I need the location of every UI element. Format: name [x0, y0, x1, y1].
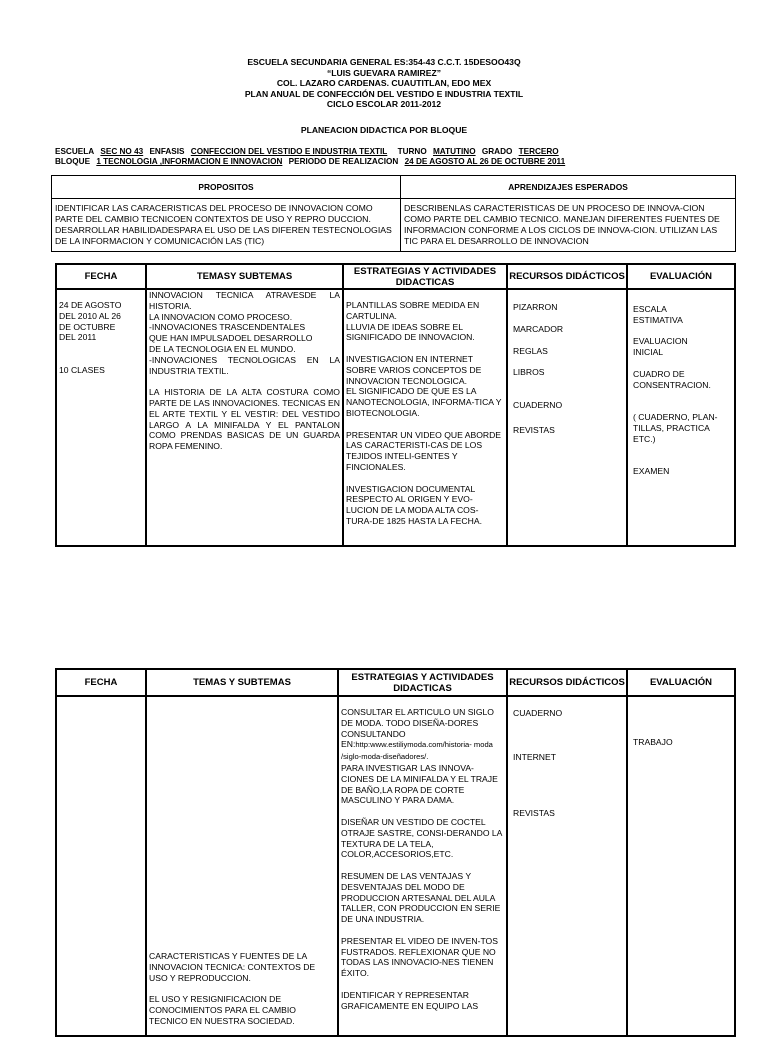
propositos-table: [51, 175, 736, 252]
enfasis-value: CONFECCION DEL VESTIDO E INDUSTRIA TEXTIL: [190, 147, 388, 156]
aprendizajes-text: DESCRIBENLAS CARACTERISTICAS DE UN PROCESO DE INNOVA-CION COMO PARTE DEL CAMBIO TECNICO. MANEJAN DIFERENTES FUENTES DE INFORMACION CONFORME A LOS CICLOS DE INNOVA-CION. UTILIZAN LAS TIC PARA EL DESARROLLO DE INNOVACION: [401, 199, 736, 252]
table2-evaluacion-cell: [627, 696, 735, 1036]
table2-temas: CARACTERISTICAS Y FUENTES DE LA INNOVACION TECNICA: CONTEXTOS DE USO Y REPRODUCCION. EL USO Y RESIGNIFICACION DE CONOCIMIENTOS PARA EL CAMBIO TECNICO EN NUESTRA SOCIEDAD.: [149, 951, 316, 1026]
table2-estrategias-rest: PARA INVESTIGAR LAS INNOVA-CIONES DE LA MINIFALDA Y EL TRAJE DE BAÑO,LA ROPA DE CORTE MASCULINO Y PARA DAMA. DISEÑAR UN VESTIDO DE COCTEL OTRAJE SASTRE, CONSI-DERANDO LA TEXTURA DE LA TELA, COLOR,ACCESORIOS,ETC. RESUMEN DE LAS VENTAJAS Y DESVENTAJAS DEL MODO DE PRODUCCION ARTESANAL DEL AULA TALLER, CON PRODUCCION EN SERIE DE UNA INDUSTRIA. PRESENTAR EL VIDEO DE INVEN-TOS FUSTRADOS. REFLEXIONAR QUE NO TODAS LAS INNOVACIO-NES TIENEN ÉXITO. IDENTIFICAR Y REPRESENTAR GRAFICAMENTE EN EQUIPO LAS: [341, 762, 502, 1011]
periodo-value: 24 DE AGOSTO AL 26 DE OCTUBRE 2011: [404, 157, 566, 166]
table2-estrategias-url: http:www.estiliymoda.com/historia- moda /siglo-moda-diseñadores/.: [341, 740, 493, 762]
escuela-label: ESCUELA: [55, 147, 95, 156]
table1-recurso-item: CUADERNO: [513, 400, 563, 411]
table1-evaluacion-cell: [627, 289, 735, 546]
table1-recursos-cell: [507, 289, 627, 546]
bloque-value: 1 TECNOLOGIA ,INFORMACION E INNOVACION: [96, 157, 283, 166]
grado-label: GRADO: [481, 147, 513, 156]
table2-temas-cell: [146, 696, 338, 1036]
escuela-value: SEC NO 43: [100, 147, 144, 156]
table1-temas-cell: [146, 289, 343, 546]
table1-recurso-item: REGLAS: [513, 345, 548, 356]
table1-estrategias: PLANTILLAS SOBRE MEDIDA EN CARTULINA. LLUVIA DE IDEAS SOBRE EL SIGNIFICADO DE INNOVACION. INVESTIGACION EN INTERNET SOBRE VARIOS CONCEPTOS DE INNOVACION TECNOLOGICA. EL SIGNIFICADO DE QUE ES LA NANOTECNOLOGIA, INFORMA-TICA Y BIOTECNOLOGIA. PRESENTAR UN VIDEO QUE ABORDE LAS CARACTERISTI-CAS DE LOS TEJIDOS INTELI-GENTES Y FINCIONALES. INVESTIGACION DOCUMENTAL RESPECTO AL ORIGEN Y EVO-LUCION DE LA MODA ALTA COS-TURA-DE 1825 HASTA LA FECHA.: [346, 300, 502, 526]
table2-header-estrategias: ESTRATEGIAS Y ACTIVIDADES DIDACTICAS: [338, 669, 507, 696]
propositos-header: PROPOSITOS: [52, 176, 401, 199]
turno-label: TURNO: [397, 147, 427, 156]
table2-recursos-cell: [507, 696, 627, 1036]
planning-table-2: [55, 668, 736, 1037]
propositos-text: IDENTIFICAR LAS CARACERISTICAS DEL PROCESO DE INNOVACION COMO PARTE DEL CAMBIO TECNICOEN CONTEXTOS DE USO Y REPRO DUCCION. DESARROLLAR HABILIDADESPARA EL USO DE LAS DIFEREN TESTECNOLOGIAS DE LA INFORMACION Y COMUNICACIÓN LAS (TIC): [52, 199, 401, 252]
table1-recurso-item: PIZARRON: [513, 302, 558, 312]
document-header: [0, 57, 768, 110]
turno-value: MATUTINO: [432, 147, 476, 156]
school-address: COL. LAZARO CARDENAS. CUAUTITLAN, EDO MEX: [276, 78, 492, 88]
planning-table-1: [55, 263, 736, 547]
enfasis-label: ENFASIS: [149, 147, 185, 156]
periodo-label: PERIODO DE REALIZACION: [288, 157, 399, 166]
grado-value: TERCERO: [518, 147, 559, 156]
plan-title: PLAN ANUAL DE CONFECCIÓN DEL VESTIDO E INDUSTRIA TEXTIL: [244, 88, 524, 99]
table2-recurso-item: INTERNET: [513, 751, 556, 762]
bloque-label: BLOQUE: [55, 157, 91, 166]
table1-temas: INNOVACION TECNICA ATRAVESDE LA HISTORIA. LA INNOVACION COMO PROCESO. -INNOVACIONES TRASCENDENTALES QUE HAN IMPULSADOEL DESARROLLO DE LA TECNOLOGIA EN EL MUNDO. -INNOVACIONES TECNOLOGICAS EN LA INDUSTRIA TEXTIL. LA HISTORIA DE LA ALTA COSTURA COMO PARTE DE LAS INNOVACIONES. TECNICAS EN EL ARTE TEXTIL Y EL VESTIR: DEL VESTIDO LARGO A LA MINIFALDA Y EL PANTALON COMO PRENDAS BASICAS DE UN GUARDA ROPA FEMENINO.: [149, 290, 340, 452]
table2-header-temas: TEMAS Y SUBTEMAS: [146, 669, 338, 696]
table2-estrategias-intro: CONSULTAR EL ARTICULO UN SIGLO DE MODA. TODO DISEÑA-DORES CONSULTANDO EN:: [341, 707, 494, 750]
table1-header-fecha: FECHA: [56, 264, 146, 289]
table2-header-fecha: FECHA: [56, 669, 146, 696]
table1-fecha-cell: [56, 289, 146, 546]
table1-header-temas: TEMASY SUBTEMAS: [146, 264, 343, 289]
table2-evaluacion: TRABAJO: [633, 737, 673, 747]
table2-estrategias: [341, 697, 504, 1011]
table2-header-evaluacion: EVALUACIÓN: [627, 669, 735, 696]
table1-recurso-item: MARCADOR: [513, 323, 564, 334]
table2-header-recursos: RECURSOS DIDÁCTICOS: [507, 669, 627, 696]
meta-line-2: [55, 157, 565, 166]
school-name: ESCUELA SECUNDARIA GENERAL ES:354-43 C.C.T. 15DESOO43Q: [247, 57, 521, 67]
table1-header-estrategias: ESTRATEGIAS Y ACTIVIDADES DIDACTICAS: [343, 264, 507, 289]
table1-recurso-item: REVISTAS: [513, 424, 555, 435]
table2-recurso-item: REVISTAS: [513, 807, 555, 818]
table1-recurso-item: LIBROS: [513, 367, 545, 378]
table1-estrategias-cell: [343, 289, 507, 546]
school-cycle: CICLO ESCOLAR 2011-2012: [326, 99, 442, 109]
aprendizajes-header: APRENDIZAJES ESPERADOS: [401, 176, 736, 199]
table1-header-evaluacion: EVALUACIÓN: [627, 264, 735, 289]
meta-line-1: [55, 147, 559, 156]
section-title: PLANEACION DIDACTICA POR BLOQUE: [300, 125, 468, 135]
table2-estrategias-cell: [338, 696, 507, 1036]
table1-header-recursos: RECURSOS DIDÁCTICOS: [507, 264, 627, 289]
table1-evaluacion: ESCALA ESTIMATIVA EVALUACION INICIAL CUADRO DE CONSENTRACION. ( CUADERNO, PLAN- TILLAS, PRACTICA ETC.) EXAMEN: [633, 304, 718, 476]
table1-fecha: 24 DE AGOSTO DEL 2010 AL 26 DE OCTUBRE DEL 2011 10 CLASES: [59, 300, 122, 375]
school-alias: “LUIS GUEVARA RAMIREZ”: [326, 67, 442, 78]
table2-recurso-item: CUADERNO: [513, 708, 563, 718]
table2-fecha-cell: [56, 696, 146, 1036]
